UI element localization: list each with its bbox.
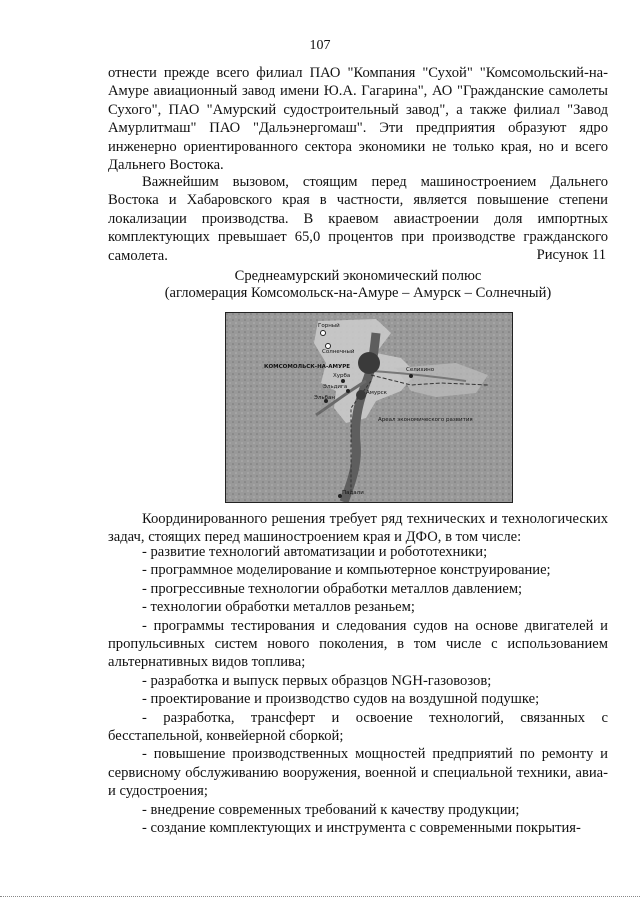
list-item: - проектирование и производство судов на воздушной подушке; xyxy=(142,691,540,708)
list-item: - создание комплектующих и инструмента с современными покрытия- xyxy=(142,820,581,837)
list-item: - программы тестирования и следования судов на основе двигателей и пропульсивных систем нового поколения, в том числе с использованием альтернативных видов топлива; xyxy=(108,617,608,671)
map-label-amursk: Амурск xyxy=(366,390,388,396)
paragraph-tasks: Координированного решения требует ряд технических и технологических задач, стоящих перед машиностроением края и ДФО, в том числе: xyxy=(108,511,608,546)
list-item: - программное моделирование и компьютерное конструирование; xyxy=(142,562,551,579)
figure-caption xyxy=(108,268,608,302)
figure-subtitle: (агломерация Комсомольск-на-Амуре – Амурск – Солнечный) xyxy=(164,285,552,301)
map-label-elban: Эльбан xyxy=(314,395,335,401)
map-labels xyxy=(226,313,512,502)
list-item: - технологии обработки металлов резаньем; xyxy=(142,599,415,616)
scan-artifact-line xyxy=(0,896,640,900)
map-label-zone: Ареал экономического развития xyxy=(378,417,473,423)
paragraph-localization: Важнейшим вызовом, стоящим перед машиностроением Дальнего Востока и Хабаровского края в частности, является повышение степени локализации производства. В краевом авиастроении доля импортных комплектующих превышает 65,0 процентов при производстве гражданского самолета. xyxy=(108,174,608,264)
map-label-padali: Падали xyxy=(342,490,364,496)
map-label-eldiga: Эльдига xyxy=(323,384,348,390)
map-label-solnechny: Солнечный xyxy=(322,349,355,355)
page-number: 107 xyxy=(309,38,331,53)
figure-title: Среднеамурский экономический полюс xyxy=(234,268,482,284)
map-label-khurba: Хурба xyxy=(333,373,351,379)
map-label-gorny: Горный xyxy=(318,323,340,329)
list-item: - внедрение современных требований к качеству продукции; xyxy=(142,801,520,818)
list-item: - развитие технологий автоматизации и робототехники; xyxy=(142,544,488,560)
paragraph-enterprises: отнести прежде всего филиал ПАО "Компания "Сухой" "Комсомольский-на-Амуре авиационный завод имени Ю.А. Гагарина", АО "Гражданские самолеты Сухого", ПАО "Амурский судостроительный завод", а также филиал "Завод Амурлитмаш" ПАО "Дальэнергомаш". Эти предприятия образуют ядро инженерно ориентированного сектора экономики не только края, но и всего Дальнего Востока. xyxy=(108,65,608,174)
task-list xyxy=(108,543,608,838)
list-item: - повышение производственных мощностей предприятий по ремонту и сервисному обслуживанию вооружения, военной и специальной техники, авиа- и судостроения; xyxy=(108,746,608,800)
map-figure xyxy=(225,312,513,503)
list-item: - разработка, трансферт и освоение технологий, связанных с бесстапельной, конвейерной сборкой; xyxy=(108,709,608,745)
figure-label: Рисунок 11 xyxy=(536,247,606,263)
map-label-komsomolsk: КОМСОМОЛЬСК-НА-АМУРЕ xyxy=(264,364,350,370)
list-item: - прогрессивные технологии обработки металлов давлением; xyxy=(142,580,523,597)
list-item: - разработка и выпуск первых образцов NGH-газовозов; xyxy=(142,672,492,689)
map-label-selikhino: Селихино xyxy=(406,367,435,373)
